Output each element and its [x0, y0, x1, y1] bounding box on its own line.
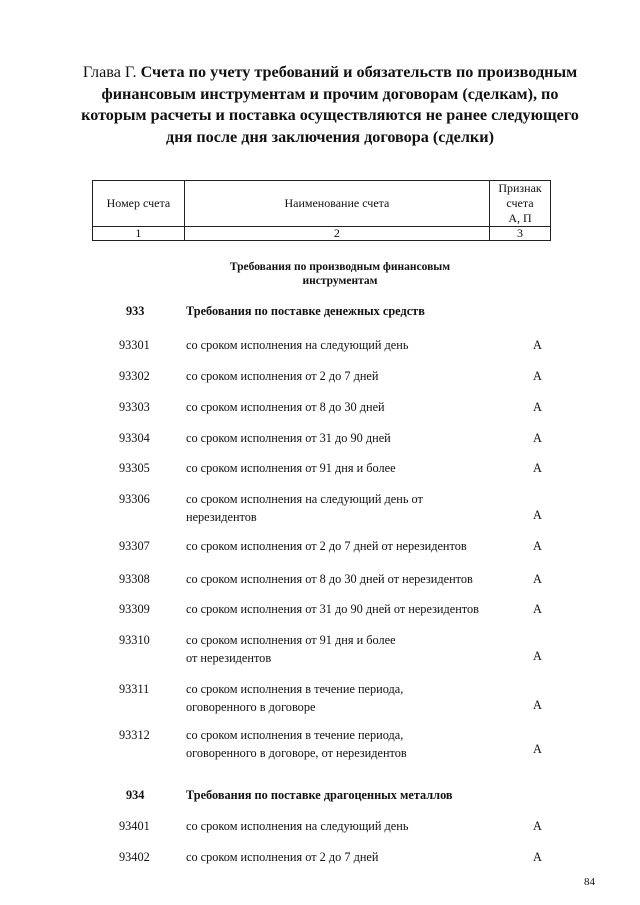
account-number: 93306 [119, 492, 150, 506]
account-flag: А [533, 742, 542, 756]
account-name-line2: нерезидентов [186, 510, 257, 524]
account-number: 93309 [119, 602, 150, 616]
column-header-table [92, 180, 551, 241]
account-name: со сроком исполнения на следующий день [186, 338, 409, 352]
account-number: 93402 [119, 850, 150, 864]
account-number: 93305 [119, 461, 150, 475]
account-name [186, 490, 506, 526]
header-flag-line1: Признак счета [498, 181, 542, 210]
account-flag: А [533, 431, 542, 445]
group-number: 933 [126, 304, 145, 318]
account-name-line2: оговоренного в договоре [186, 700, 316, 714]
page-number: 84 [584, 876, 595, 888]
account-number: 93303 [119, 400, 150, 414]
account-name [186, 726, 506, 762]
account-number: 93312 [119, 728, 150, 742]
account-name: со сроком исполнения от 8 до 30 дней от нерезидентов [186, 572, 473, 586]
header-account-name: Наименование счета [184, 181, 489, 227]
account-name: со сроком исполнения от 91 дня и более [186, 461, 396, 475]
account-name-line1: со сроком исполнения в течение периода, [186, 728, 404, 742]
account-flag: А [533, 602, 542, 616]
account-flag: А [533, 508, 542, 522]
header-account-flag [490, 181, 551, 227]
account-number: 93304 [119, 431, 150, 445]
account-number: 93310 [119, 633, 150, 647]
account-flag: А [533, 400, 542, 414]
account-name [186, 631, 506, 667]
section-heading-line2: инструментам [302, 275, 378, 287]
column-number-3: 3 [490, 227, 551, 241]
account-number: 93311 [119, 682, 150, 696]
account-name-line1: со сроком исполнения на следующий день от [186, 492, 423, 506]
account-flag: А [533, 649, 542, 663]
account-name-line1: со сроком исполнения в течение периода, [186, 682, 404, 696]
account-name-line1: со сроком исполнения от 91 дня и более [186, 633, 396, 647]
account-flag: А [533, 850, 542, 864]
column-number-1: 1 [93, 227, 185, 241]
account-name: со сроком исполнения на следующий день [186, 819, 409, 833]
section-heading-line1: Требования по производным финансовым [229, 261, 451, 273]
account-flag: А [533, 461, 542, 475]
chapter-heading: Счета по учету требований и обязательств по производным финансовым инструментам и прочим договорам (сделкам), по которым расчеты и поставка осуществляются не ранее следующего дня после дня заключения договора (сделки) [81, 63, 579, 146]
header-flag-line2: А, П [508, 211, 532, 225]
chapter-prefix: Глава Г. [82, 63, 137, 81]
account-name: со сроком исполнения от 2 до 7 дней от нерезидентов [186, 539, 467, 553]
account-name: со сроком исполнения от 8 до 30 дней [186, 400, 385, 414]
chapter-title [80, 62, 580, 148]
group-title: Требования по поставке драгоценных металлов [186, 788, 453, 802]
column-number-2: 2 [184, 227, 489, 241]
account-number: 93301 [119, 338, 150, 352]
account-number: 93308 [119, 572, 150, 586]
account-number: 93401 [119, 819, 150, 833]
account-flag: А [533, 819, 542, 833]
group-title: Требования по поставке денежных средств [186, 304, 425, 318]
account-name: со сроком исполнения от 2 до 7 дней [186, 369, 379, 383]
account-number: 93302 [119, 369, 150, 383]
account-flag: А [533, 369, 542, 383]
group-number: 934 [126, 788, 145, 802]
account-flag: А [533, 572, 542, 586]
section-heading [185, 260, 495, 288]
account-flag: А [533, 338, 542, 352]
account-name [186, 680, 506, 716]
account-number: 93307 [119, 539, 150, 553]
account-name-line2: от нерезидентов [186, 651, 272, 665]
account-name-line2: оговоренного в договоре, от нерезидентов [186, 746, 407, 760]
account-flag: А [533, 698, 542, 712]
account-name: со сроком исполнения от 31 до 90 дней [186, 431, 391, 445]
account-flag: А [533, 539, 542, 553]
header-account-number: Номер счета [93, 181, 185, 227]
account-name: со сроком исполнения от 2 до 7 дней [186, 850, 379, 864]
account-name: со сроком исполнения от 31 до 90 дней от нерезидентов [186, 602, 479, 616]
